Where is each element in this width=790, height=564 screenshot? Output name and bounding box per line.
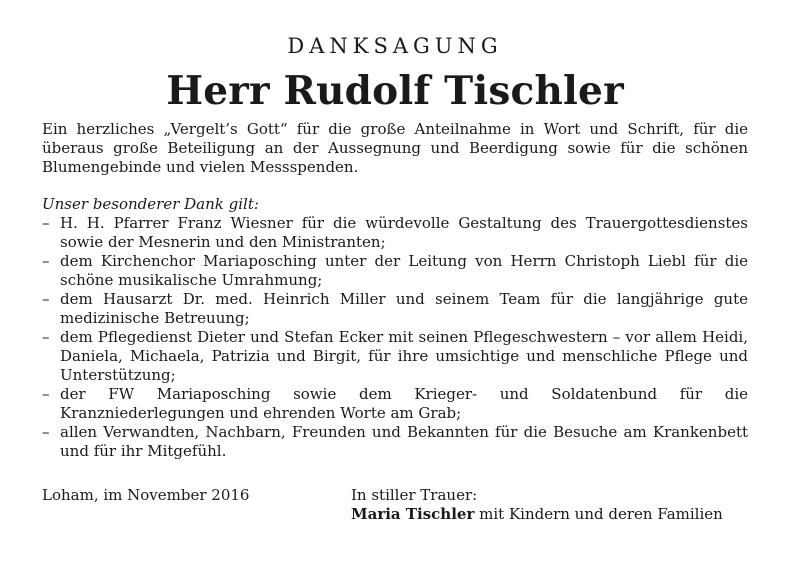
thanks-item (42, 423, 748, 461)
thanks-item (42, 252, 748, 290)
thanks-item (42, 214, 748, 252)
notice-kicker: DANKSAGUNG (287, 34, 503, 58)
mourning-label: In stiller Trauer: (351, 486, 478, 504)
list-dash: – (42, 290, 50, 308)
list-dash: – (42, 214, 50, 232)
list-dash: – (42, 385, 50, 403)
signer-name: Maria Tischler (351, 505, 475, 523)
thanks-item-text: H. H. Pfarrer Franz Wiesner für die würdevolle Gestaltung des Trauergottesdienstes sowie der Mesnerin und den Ministranten; (60, 214, 748, 251)
special-thanks-heading: Unser besonderer Dank gilt: (42, 195, 259, 213)
notice-body (42, 120, 748, 461)
thanks-item-text: dem Hausarzt Dr. med. Heinrich Miller und seinem Team für die langjährige gute medizinische Betreuung; (60, 290, 748, 327)
thanks-list (42, 214, 748, 461)
deceased-name: Herr Rudolf Tischler (166, 68, 624, 114)
thanks-item (42, 290, 748, 328)
thanks-item-text: dem Kirchenchor Mariaposching unter der Leitung von Herrn Christoph Liebl für die schöne musikalische Umrahmung; (60, 252, 748, 289)
thanks-item (42, 385, 748, 423)
intro-paragraph: Ein herzliches „Vergelt’s Gott“ für die große Anteilnahme in Wort und Schrift, für die überaus große Beteiligung an der Aussegnung und Beerdigung sowie für die schönen Blumengebinde und vielen Messspenden. (42, 120, 748, 176)
mourners-block (351, 486, 723, 524)
thanks-item-text: dem Pflegedienst Dieter und Stefan Ecker mit seinen Pflegeschwestern – vor allem Heidi, Daniela, Michaela, Patrizia und Birgit, für ihre umsichtige und menschliche Pflege und Unterstützung; (60, 328, 748, 384)
signature-line (351, 505, 723, 524)
thanks-item-text: allen Verwandten, Nachbarn, Freunden und Bekannten für die Besuche am Krankenbett und für ihr Mitgefühl. (60, 423, 748, 460)
signer-suffix: mit Kindern und deren Familien (474, 505, 723, 523)
list-dash: – (42, 328, 50, 346)
place-date: Loham, im November 2016 (42, 486, 250, 504)
list-dash: – (42, 423, 50, 441)
thanks-item-text: der FW Mariaposching sowie dem Krieger- und Soldatenbund für die Kranzniederlegungen und ehrenden Worte am Grab; (60, 385, 748, 422)
list-dash: – (42, 252, 50, 270)
thanks-item (42, 328, 748, 385)
